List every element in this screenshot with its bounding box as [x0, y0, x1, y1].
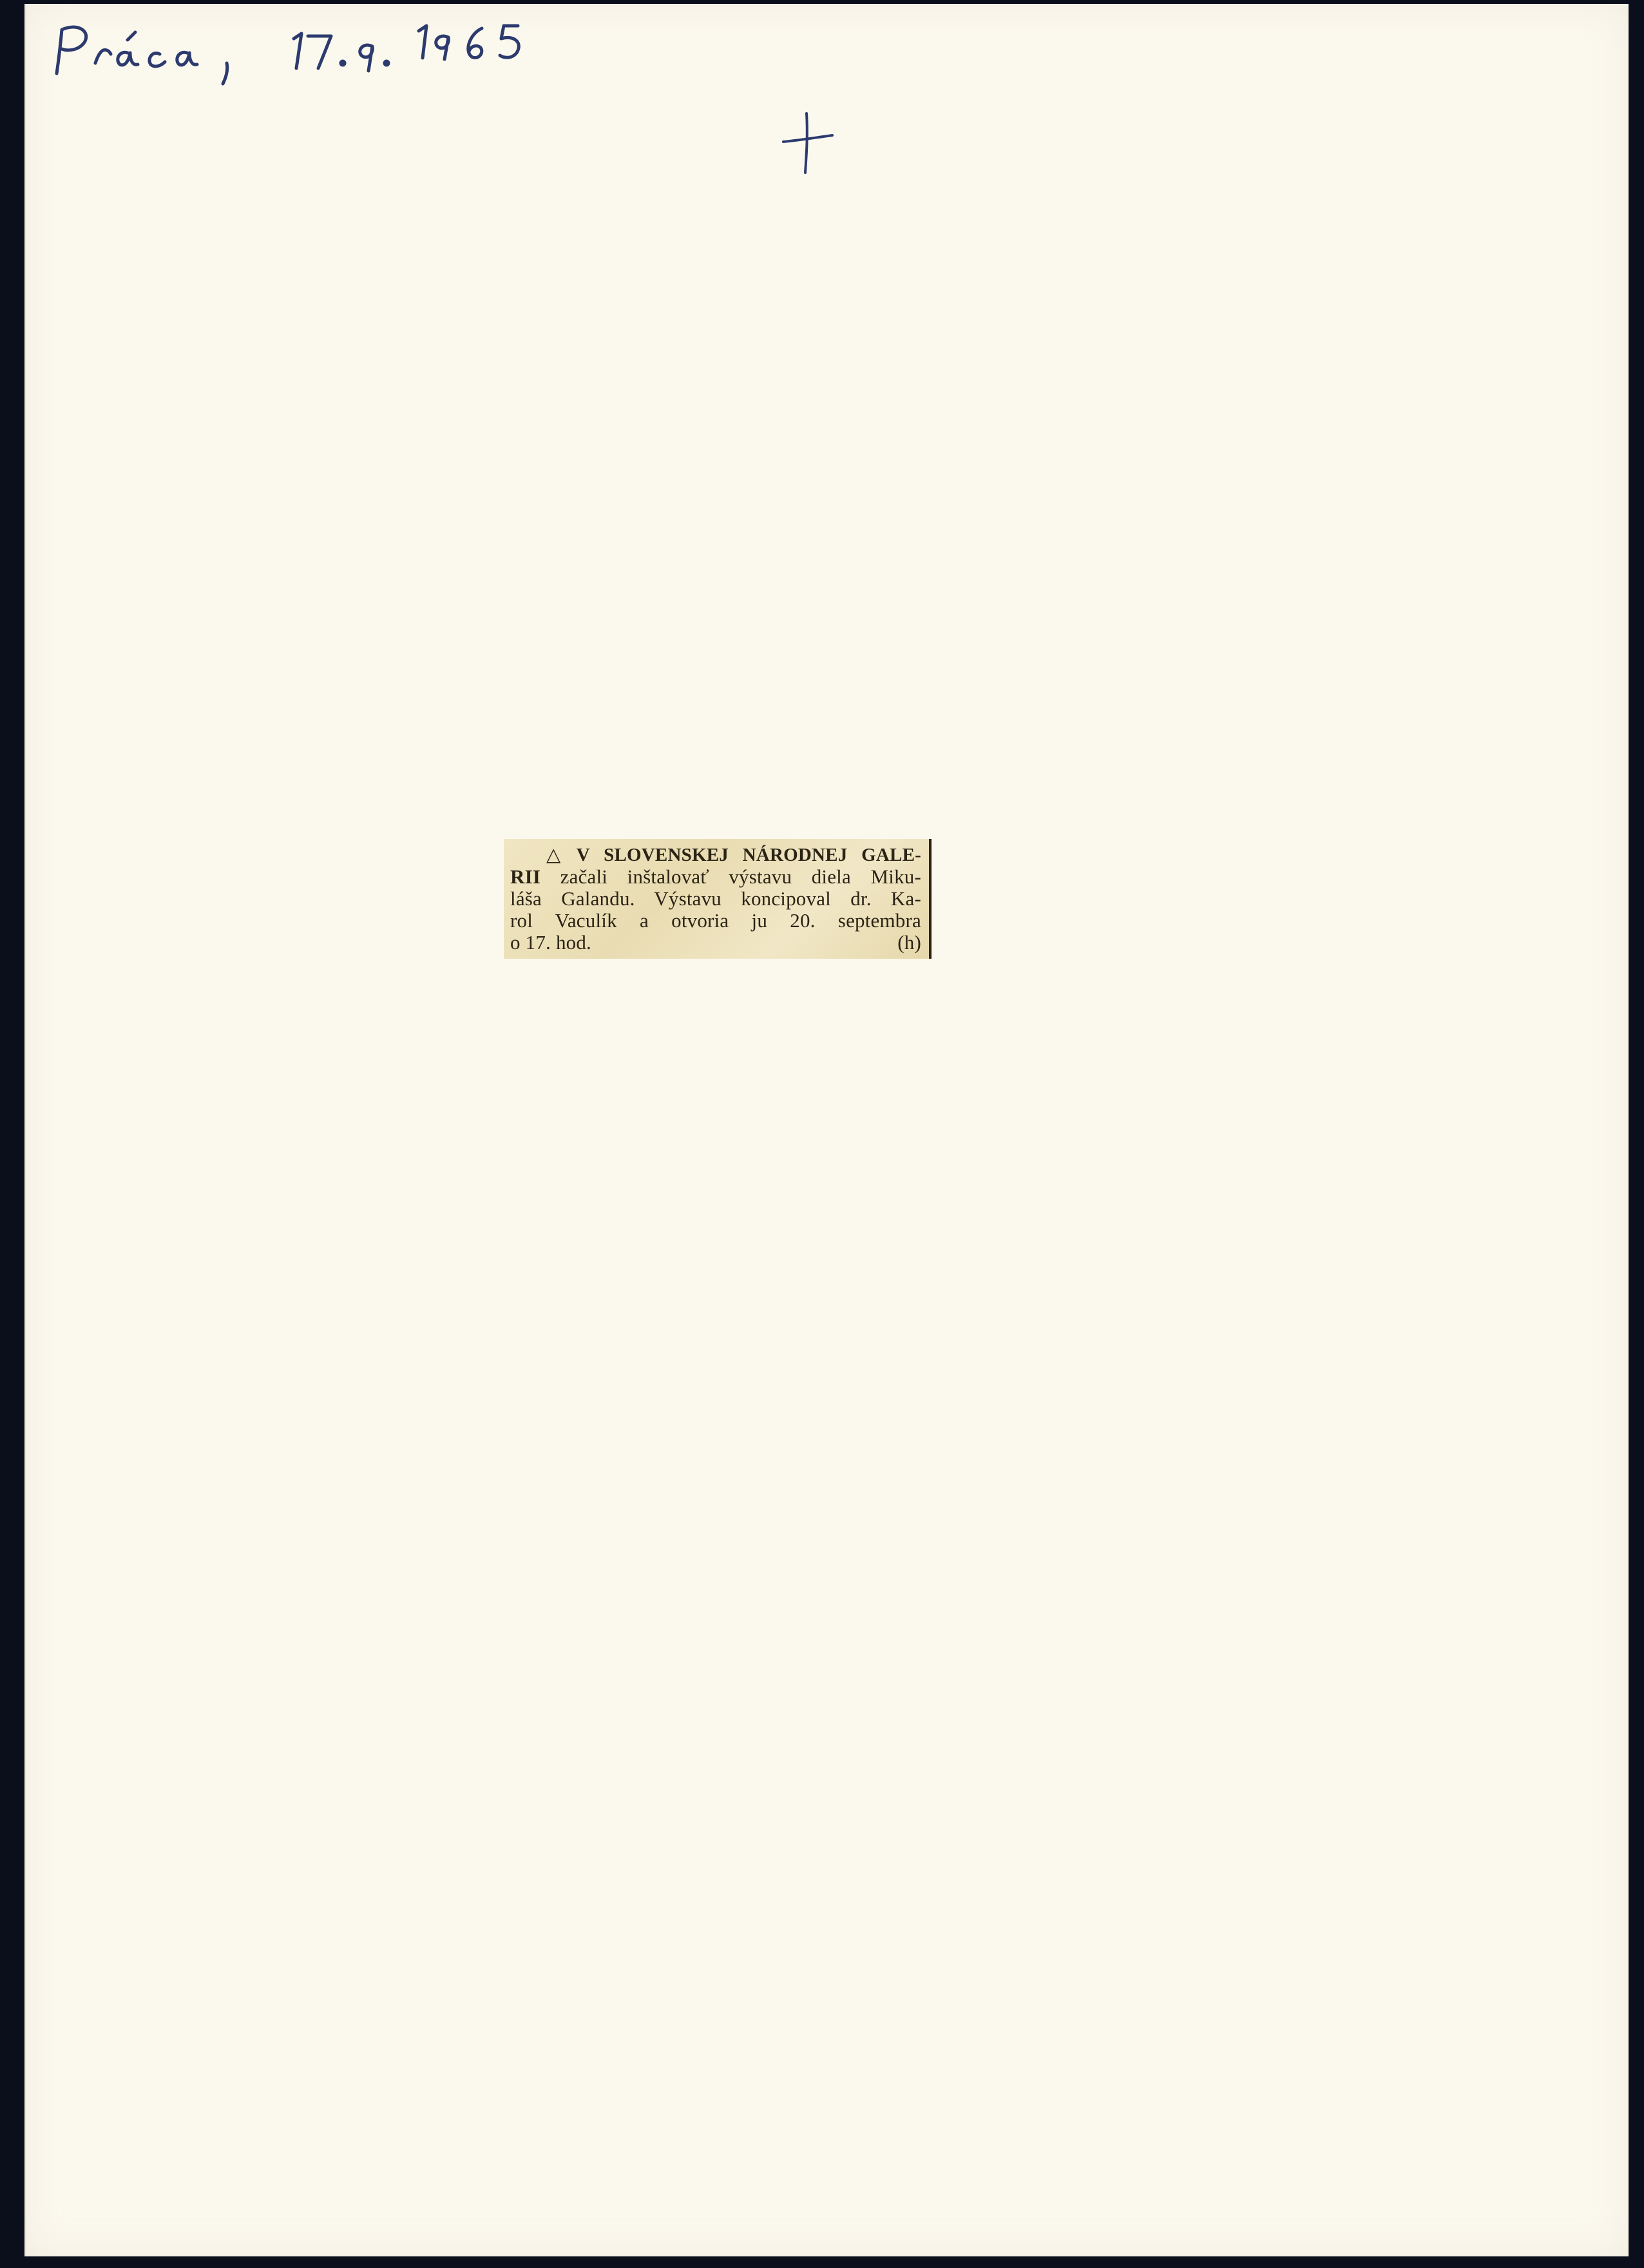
- clipping-line-text: začali inštalovať výstavu diela Miku-: [560, 865, 921, 888]
- clipping-line: láša Galandu. Výstavu koncipoval dr. Ka-: [510, 887, 921, 910]
- handwritten-date-note: [31, 4, 546, 94]
- clipping-line-text: o 17. hod.: [510, 931, 591, 954]
- clipping-line: [510, 866, 921, 888]
- clipping-headline-continuation: RII: [510, 865, 541, 888]
- clipping-headline: [510, 844, 921, 866]
- paper-sheet: [24, 4, 1629, 2256]
- newspaper-clipping: [504, 839, 932, 959]
- clipping-signature: (h): [897, 931, 921, 954]
- clipping-last-line: [510, 932, 921, 954]
- triangle-marker-icon: △: [546, 845, 570, 865]
- clipping-headline-text: V SLOVENSKEJ NÁRODNEJ GALE-: [576, 845, 921, 865]
- cross-mark-icon: [778, 108, 836, 179]
- clipping-line: rol Vaculík a otvoria ju 20. septembra: [510, 909, 921, 932]
